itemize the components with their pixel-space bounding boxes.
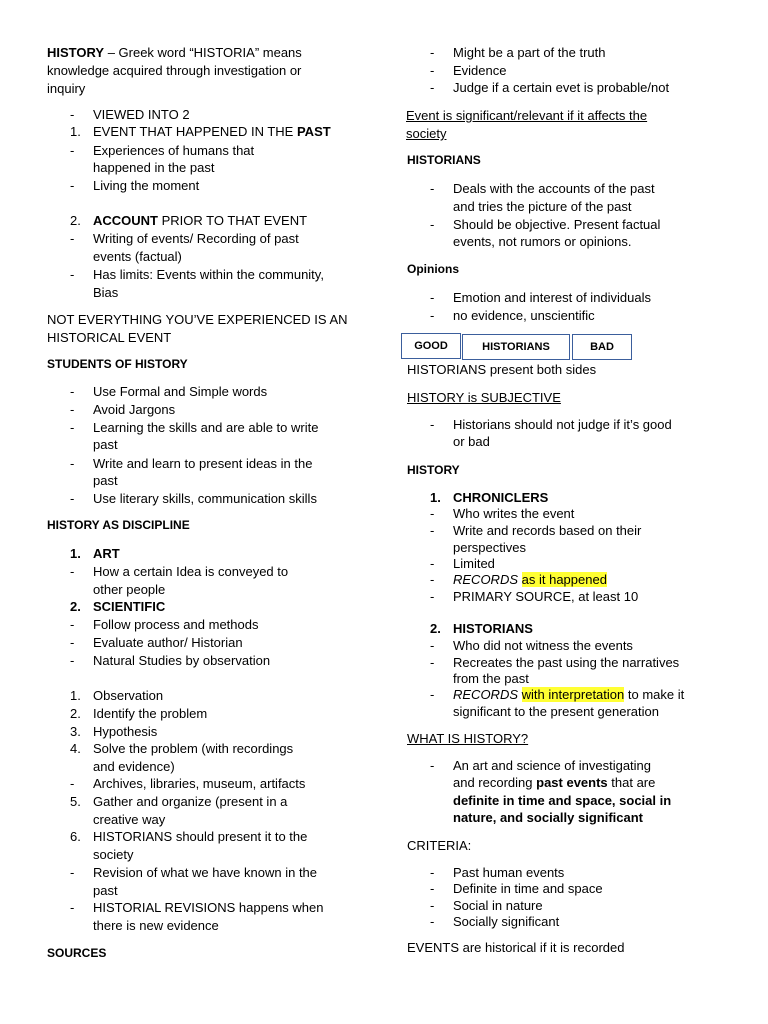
both-sides: HISTORIANS present both sides bbox=[407, 362, 597, 377]
historians-box: HISTORIANS bbox=[462, 334, 570, 360]
dash: - bbox=[70, 143, 75, 158]
living-moment: Living the moment bbox=[93, 178, 200, 193]
highlight-as-it-happened: as it happened bbox=[521, 572, 607, 587]
definition-text: that are bbox=[607, 775, 656, 790]
method-step: Identify the problem bbox=[93, 706, 208, 721]
significant-line-2: society bbox=[406, 126, 447, 141]
dash: - bbox=[430, 181, 435, 196]
chronicler-item: Who writes the event bbox=[453, 506, 575, 521]
student-item: Avoid Jargons bbox=[93, 402, 176, 417]
dash: - bbox=[430, 63, 435, 78]
list-number: 5. bbox=[70, 794, 81, 809]
method-step: Gather and organize (present in a bbox=[93, 794, 288, 809]
not-everything-line-1: NOT EVERYTHING YOU’VE EXPERIENCED IS AN bbox=[47, 312, 348, 327]
account-heading-text: PRIOR TO THAT EVENT bbox=[158, 213, 308, 228]
historian-item-cont: significant to the present generation bbox=[453, 704, 659, 719]
writing-line-2: events (factual) bbox=[93, 249, 182, 264]
method-step: Hypothesis bbox=[93, 724, 158, 739]
historial-revisions-line-2: there is new evidence bbox=[93, 918, 219, 933]
dash: - bbox=[70, 178, 75, 193]
list-number: 4. bbox=[70, 741, 81, 756]
method-step: HISTORIANS should present it to the bbox=[93, 829, 308, 844]
scientific-heading: SCIENTIFIC bbox=[93, 599, 166, 614]
history-heading: HISTORY bbox=[407, 463, 460, 477]
list-number: 6. bbox=[70, 829, 81, 844]
highlight-with-interpretation: with interpretation bbox=[521, 687, 625, 702]
bad-box: BAD bbox=[572, 334, 632, 360]
list-number: 1. bbox=[70, 688, 81, 703]
records-term: RECORDS bbox=[453, 687, 519, 702]
list-number: 2. bbox=[70, 213, 81, 228]
student-item-cont: past bbox=[93, 473, 118, 488]
dash: - bbox=[430, 898, 435, 913]
dash: - bbox=[430, 881, 435, 896]
event-heading-text: EVENT THAT HAPPENED IN THE bbox=[93, 124, 297, 139]
significant-line-1: Event is significant/relevant if it affects the bbox=[406, 108, 648, 123]
judge-line-2: or bad bbox=[453, 434, 490, 449]
chronicler-item: Limited bbox=[453, 556, 495, 571]
student-item: Use literary skills, communication skills bbox=[93, 491, 317, 506]
definition-line-3: definite in time and space, social in bbox=[453, 793, 672, 808]
truth-item: Judge if a certain evet is probable/not bbox=[453, 80, 670, 95]
historians-item-line-2: events, not rumors or opinions. bbox=[453, 234, 632, 249]
dash: - bbox=[70, 491, 75, 506]
list-number: 1. bbox=[70, 124, 81, 139]
definition-line-1: An art and science of investigating bbox=[453, 758, 652, 773]
account-heading bbox=[93, 212, 307, 229]
art-heading: ART bbox=[93, 546, 120, 561]
writing-line-1: Writing of events/ Recording of past bbox=[93, 231, 299, 246]
dash: - bbox=[430, 80, 435, 95]
criteria-item: Social in nature bbox=[453, 898, 543, 913]
dash: - bbox=[430, 523, 435, 538]
list-number: 1. bbox=[430, 490, 441, 505]
dash: - bbox=[70, 776, 75, 791]
method-sub-item: Archives, libraries, museum, artifacts bbox=[93, 776, 306, 791]
dash: - bbox=[70, 653, 75, 668]
method-step: Solve the problem (with recordings bbox=[93, 741, 294, 756]
dash: - bbox=[70, 231, 75, 246]
dash: - bbox=[430, 758, 435, 773]
dash: - bbox=[430, 914, 435, 929]
limits-line-1: Has limits: Events within the community, bbox=[93, 267, 324, 282]
dash: - bbox=[70, 107, 75, 122]
past-term: PAST bbox=[296, 124, 331, 139]
viewed-into-2: VIEWED INTO 2 bbox=[93, 107, 190, 122]
dash: - bbox=[70, 635, 75, 650]
dash: - bbox=[70, 900, 75, 915]
account-term: ACCOUNT bbox=[93, 213, 158, 228]
sources-heading: SOURCES bbox=[47, 946, 107, 960]
dash: - bbox=[430, 417, 435, 432]
historial-revisions-line-1: HISTORIAL REVISIONS happens when bbox=[93, 900, 324, 915]
recorded-statement: EVENTS are historical if it is recorded bbox=[407, 940, 625, 955]
records-term: RECORDS bbox=[453, 572, 519, 587]
dash: - bbox=[430, 308, 435, 323]
opinion-item: Emotion and interest of individuals bbox=[453, 290, 652, 305]
intro-text: – Greek word “HISTORIA” means bbox=[104, 45, 302, 60]
intro-line-3: inquiry bbox=[47, 81, 86, 96]
experiences-line-2: happened in the past bbox=[93, 160, 215, 175]
art-desc-line-1: How a certain Idea is conveyed to bbox=[93, 564, 289, 579]
opinion-item: no evidence, unscientific bbox=[453, 308, 595, 323]
list-number: 2. bbox=[70, 706, 81, 721]
student-item-cont: past bbox=[93, 437, 118, 452]
experiences-line-1: Experiences of humans that bbox=[93, 143, 255, 158]
subjective-heading: HISTORY is SUBJECTIVE bbox=[407, 390, 561, 405]
historian-item: Recreates the past using the narratives bbox=[453, 655, 680, 670]
dash: - bbox=[70, 402, 75, 417]
what-is-history-heading: WHAT IS HISTORY? bbox=[407, 731, 529, 746]
chronicler-item-cont: perspectives bbox=[453, 540, 526, 555]
opinions-heading: Opinions bbox=[407, 262, 459, 276]
truth-item: Evidence bbox=[453, 63, 507, 78]
chronicler-records bbox=[453, 571, 607, 588]
dash: - bbox=[430, 687, 435, 702]
dash: - bbox=[70, 456, 75, 471]
definition-text: and recording bbox=[453, 775, 537, 790]
historian-item-cont: from the past bbox=[453, 671, 529, 686]
method-step-cont: society bbox=[93, 847, 134, 862]
method-step: Observation bbox=[93, 688, 164, 703]
not-everything-line-2: HISTORICAL EVENT bbox=[47, 330, 172, 345]
historian-item: Who did not witness the events bbox=[453, 638, 633, 653]
criteria-item: Past human events bbox=[453, 865, 565, 880]
dash: - bbox=[430, 556, 435, 571]
judge-line-1: Historians should not judge if it’s good bbox=[453, 417, 672, 432]
list-number: 1. bbox=[70, 546, 81, 561]
dash: - bbox=[70, 617, 75, 632]
dash: - bbox=[430, 290, 435, 305]
discipline-heading: HISTORY AS DISCIPLINE bbox=[47, 518, 190, 532]
truth-item: Might be a part of the truth bbox=[453, 45, 606, 60]
event-heading bbox=[93, 123, 331, 140]
criteria-heading: CRITERIA: bbox=[407, 838, 472, 853]
definition-line-4: nature, and socially significant bbox=[453, 810, 643, 825]
dash: - bbox=[430, 572, 435, 587]
definition-line-2 bbox=[453, 774, 655, 791]
dash: - bbox=[430, 865, 435, 880]
dash: - bbox=[70, 384, 75, 399]
criteria-item: Definite in time and space bbox=[453, 881, 603, 896]
dash: - bbox=[70, 865, 75, 880]
dash: - bbox=[430, 638, 435, 653]
chronicler-item: PRIMARY SOURCE, at least 10 bbox=[453, 589, 639, 604]
scientific-item: Follow process and methods bbox=[93, 617, 259, 632]
historians-subheading: HISTORIANS bbox=[453, 621, 533, 636]
revision-line-1: Revision of what we have known in the bbox=[93, 865, 318, 880]
method-step-cont: creative way bbox=[93, 812, 166, 827]
intro-line-2: knowledge acquired through investigation or bbox=[47, 63, 302, 78]
historian-records-rest: to make it bbox=[624, 687, 685, 702]
past-events-term: past events bbox=[536, 775, 608, 790]
historians-heading: HISTORIANS bbox=[407, 153, 481, 167]
good-box: GOOD bbox=[401, 333, 461, 359]
list-number: 2. bbox=[70, 599, 81, 614]
historians-item-line-1: Should be objective. Present factual bbox=[453, 217, 661, 232]
art-desc-line-2: other people bbox=[93, 582, 166, 597]
dash: - bbox=[430, 217, 435, 232]
student-item: Write and learn to present ideas in the bbox=[93, 456, 313, 471]
revision-line-2: past bbox=[93, 883, 118, 898]
historians-item-line-1: Deals with the accounts of the past bbox=[453, 181, 655, 196]
method-step-cont: and evidence) bbox=[93, 759, 175, 774]
criteria-item: Socially significant bbox=[453, 914, 560, 929]
dash: - bbox=[430, 655, 435, 670]
dash: - bbox=[430, 45, 435, 60]
dash: - bbox=[430, 506, 435, 521]
dash: - bbox=[70, 564, 75, 579]
scientific-item: Evaluate author/ Historian bbox=[93, 635, 243, 650]
scientific-item: Natural Studies by observation bbox=[93, 653, 271, 668]
historians-item-line-2: and tries the picture of the past bbox=[453, 199, 632, 214]
student-item: Learning the skills and are able to write bbox=[93, 420, 319, 435]
students-heading: STUDENTS OF HISTORY bbox=[47, 357, 188, 371]
intro-line-1 bbox=[47, 44, 302, 61]
student-item: Use Formal and Simple words bbox=[93, 384, 268, 399]
history-term: HISTORY bbox=[47, 45, 105, 60]
dash: - bbox=[70, 267, 75, 282]
limits-line-2: Bias bbox=[93, 285, 119, 300]
historian-records bbox=[453, 686, 684, 703]
list-number: 3. bbox=[70, 724, 81, 739]
chroniclers-heading: CHRONICLERS bbox=[453, 490, 549, 505]
dash: - bbox=[70, 420, 75, 435]
chronicler-item: Write and records based on their bbox=[453, 523, 642, 538]
list-number: 2. bbox=[430, 621, 441, 636]
dash: - bbox=[430, 589, 435, 604]
